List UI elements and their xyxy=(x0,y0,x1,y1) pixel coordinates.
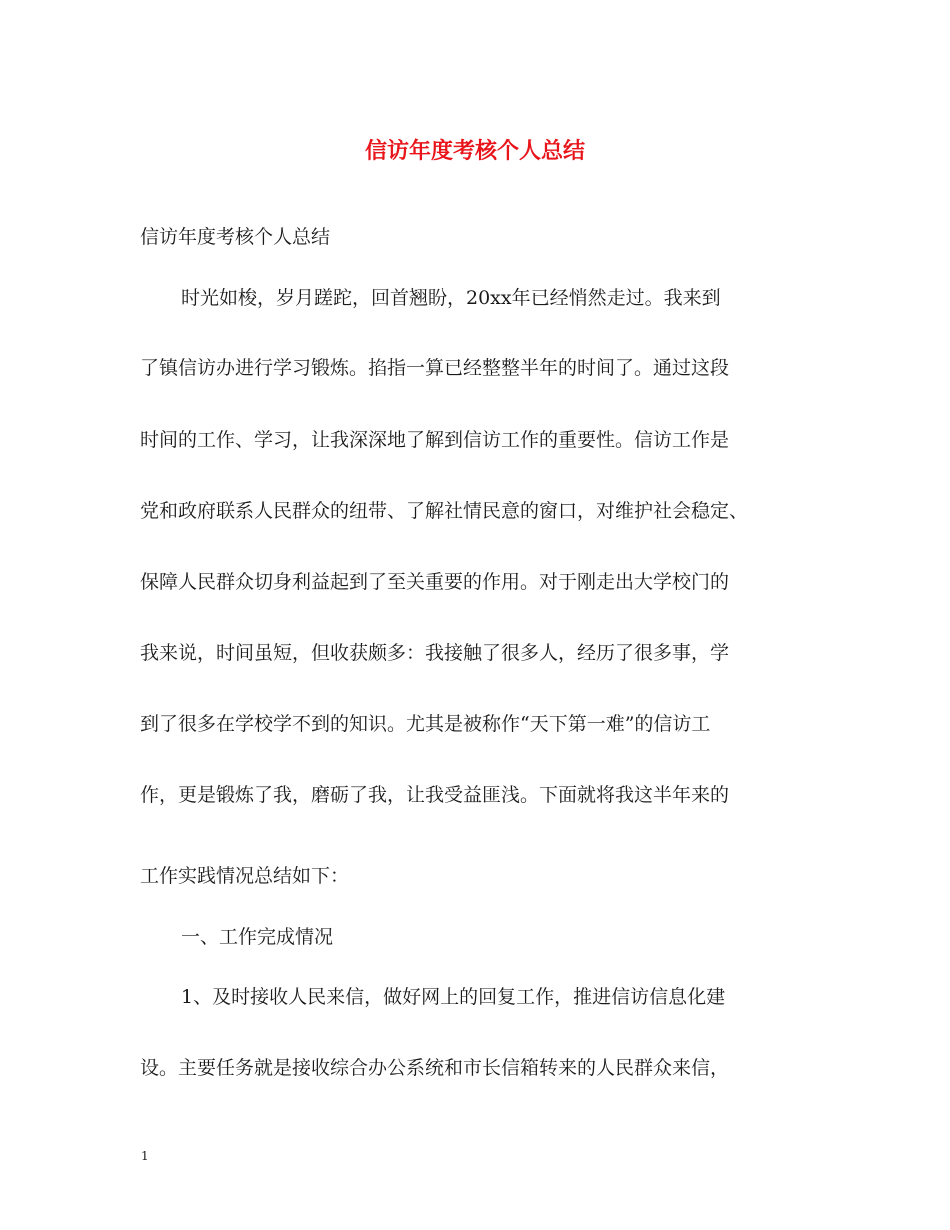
subtitle-line: 信访年度考核个人总结 xyxy=(140,226,331,248)
section-heading: 一、工作完成情况 xyxy=(181,926,334,948)
paragraph-line: 保障人民群众切身利益起到了至关重要的作用。对于刚走出大学校门的 xyxy=(140,571,730,593)
paragraph-line: 党和政府联系人民群众的纽带、了解社情民意的窗口，对维护社会稳定、 xyxy=(140,500,749,522)
paragraph-line: 了镇信访办进行学习锻炼。掐指一算已经整整半年的时间了。通过这段 xyxy=(140,357,730,379)
paragraph-line: 时间的工作、学习，让我深深地了解到信访工作的重要性。信访工作是 xyxy=(140,429,730,451)
document-title: 信访年度考核个人总结 xyxy=(364,138,585,164)
paragraph-line: 我来说，时间虽短，但收获颇多：我接触了很多人，经历了很多事，学 xyxy=(140,642,730,664)
paragraph-line: 作，更是锻炼了我，磨砺了我，让我受益匪浅。下面就将我这半年来的 xyxy=(140,784,730,806)
page-number: 1 xyxy=(141,1149,149,1163)
paragraph-line: 时光如梭，岁月蹉跎，回首翘盼，20xx年已经悄然走过。我来到 xyxy=(181,287,721,309)
paragraph-line: 1、及时接收人民来信，做好网上的回复工作，推进信访信息化建 xyxy=(181,986,726,1008)
paragraph-line: 设。主要任务就是接收综合办公系统和市长信箱转来的人民群众来信， xyxy=(140,1057,730,1079)
paragraph-line: 到了很多在学校学不到的知识。尤其是被称作“天下第一难”的信访工 xyxy=(140,713,711,735)
paragraph-line: 工作实践情况总结如下： xyxy=(140,865,350,887)
